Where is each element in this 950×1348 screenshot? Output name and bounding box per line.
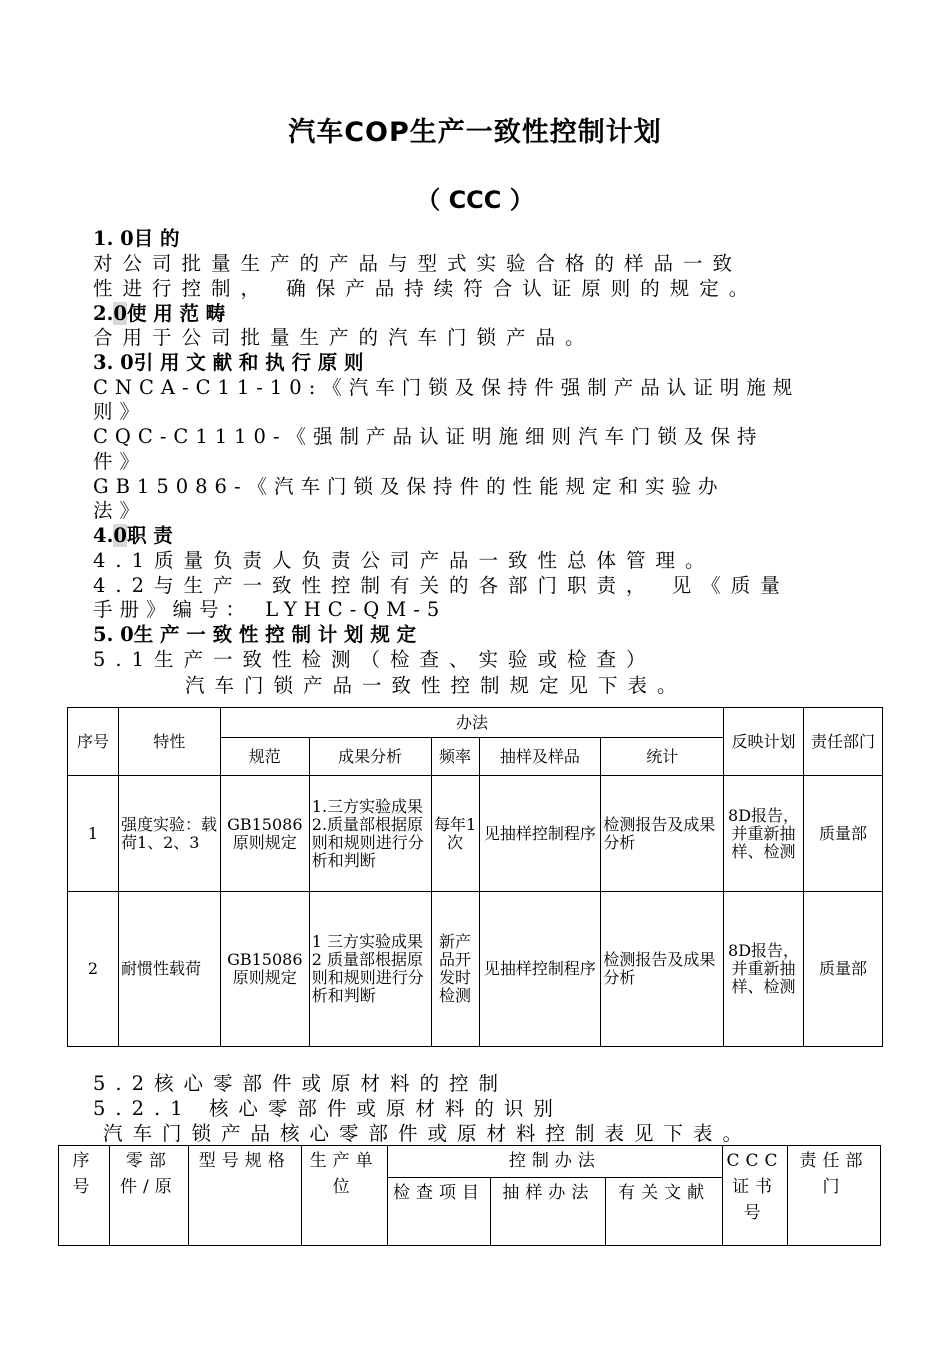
page-subtitle: （ CCC ） (416, 186, 534, 214)
section-4-text-1: 4.1质量负责人负责公司产品一致性总体管理。 (93, 549, 715, 572)
t1-h-dept: 责任部门 (804, 708, 883, 776)
table-row (68, 776, 883, 892)
section-4-num: 4. (93, 524, 114, 547)
t1-r1-dept: 质量部 (804, 776, 883, 892)
t2-h-sampling: 抽样办法 (491, 1178, 606, 1246)
section-1-text-1: 对公司批量生产的产品与型式实验合格的样品一致 (93, 252, 743, 275)
t1-r2-stat: 检测报告及成果分析 (601, 892, 724, 1047)
t1-h-stat: 统计 (601, 738, 724, 776)
section-4-heading (93, 523, 173, 548)
section-4-label: 职 责 (126, 524, 173, 547)
t1-r2-feature: 耐惯性载荷 (118, 892, 220, 1047)
ref-3-b: 法》 (93, 499, 147, 522)
t1-r1-react: 8D报告，并重新抽样、检测 (724, 776, 804, 892)
t1-r1-stat: 检测报告及成果分析 (601, 776, 724, 892)
t1-r1-feature: 强度实验：载荷1、2、3 (118, 776, 220, 892)
consistency-table (67, 707, 883, 1348)
section-1-text-2: 性进行控制， 确保产品持续符合认证原则的规定。 (93, 277, 759, 300)
section-5-1-b: 汽车门锁产品一致性控制规定见下表。 (185, 674, 687, 697)
t2-h-part: 零部件/原 (109, 1146, 188, 1246)
section-4-text-2a: 4.2与生产一致性控制有关的各部门职责， 见《质量 (93, 574, 790, 597)
t1-h-freq: 频率 (431, 738, 479, 776)
t2-h-dept: 责任部门 (788, 1146, 881, 1246)
t2-h-inspect: 检查项目 (387, 1178, 491, 1246)
section-5-2-1: 5.2.1 核心零部件或原材料的识别 (93, 1097, 563, 1120)
ref-3-a: GB15086-《汽车门锁及保持件的性能规定和实验办 (93, 475, 725, 498)
ref-1-a: CNCA-C11-10:《汽车门锁及保持件强制产品认证明施规 (93, 376, 800, 399)
t1-h-analysis: 成果分析 (309, 738, 431, 776)
section-5-2: 5.2核心零部件或原材料的控制 (93, 1072, 509, 1095)
t1-r1-freq: 每年1次 (431, 776, 479, 892)
section-4-text-2b: 手册》编号： LYHC-QM-5 (93, 598, 447, 621)
t1-h-spec: 规范 (220, 738, 309, 776)
parts-table (58, 1145, 881, 1246)
section-2-num: 2. (93, 302, 114, 325)
t1-r2-analysis: 1 三方实验成果 2 质量部根据原则和规则进行分析和判断 (309, 892, 431, 1047)
section-5-1: 5.1生产一致性检测（检查、实验或检查） (93, 648, 656, 671)
t1-r1-no: 1 (68, 776, 119, 892)
table-row (68, 892, 883, 1047)
section-2-heading (93, 301, 225, 326)
t2-h-maker: 生产单位 (301, 1146, 387, 1246)
section-5-heading: 5. 0生 产 一 致 性 控 制 计 划 规 定 (93, 623, 417, 646)
section-3-heading: 3. 0引 用 文 献 和 执 行 原 则 (93, 351, 364, 374)
t1-r2-react: 8D报告，并重新抽样、检测 (724, 892, 804, 1047)
t1-h-sample: 抽样及样品 (479, 738, 601, 776)
t1-r2-spec: GB15086原则规定 (220, 892, 309, 1047)
section-1-heading: 1. 0目 的 (93, 227, 180, 250)
t2-h-no: 序号 (59, 1146, 110, 1246)
section-2-text: 合用于公司批量生产的汽车门锁产品。 (93, 326, 595, 349)
t1-r1-spec: GB15086原则规定 (220, 776, 309, 892)
t1-r2-no: 2 (68, 892, 119, 1047)
t2-h-control: 控制办法 (387, 1146, 723, 1178)
t1-h-no: 序号 (68, 708, 119, 776)
t2-h-model: 型号规格 (188, 1146, 301, 1246)
t1-r1-sample: 见抽样控制程序 (479, 776, 601, 892)
t1-r2-sample: 见抽样控制程序 (479, 892, 601, 1047)
section-5-2-1-b: 汽车门锁产品核心零部件或原材料控制表见下表。 (103, 1122, 753, 1145)
t1-r2-dept: 质量部 (804, 892, 883, 1047)
t1-r1-analysis: 1.三方实验成果 2.质量部根据原则和规则进行分析和判断 (309, 776, 431, 892)
ref-1-b: 则》 (93, 400, 147, 423)
ref-2-b: 件》 (93, 450, 147, 473)
t1-h-method: 办法 (220, 708, 723, 738)
page-title: 汽车COP生产一致性控制计划 (288, 117, 662, 148)
section-2-highlight: 0 (113, 302, 127, 325)
t2-h-docs: 有关文献 (606, 1178, 723, 1246)
t1-h-feature: 特性 (118, 708, 220, 776)
t1-h-react: 反映计划 (724, 708, 804, 776)
ref-2-a: CQC-C1110-《强制产品认证明施细则汽车门锁及保持 (93, 425, 764, 448)
section-4-highlight: 0 (113, 524, 127, 547)
t2-h-ccc: CCC证书号 (723, 1146, 788, 1246)
t1-r2-freq: 新产品开发时检测 (431, 892, 479, 1047)
section-2-label: 使 用 范 畴 (126, 302, 226, 325)
